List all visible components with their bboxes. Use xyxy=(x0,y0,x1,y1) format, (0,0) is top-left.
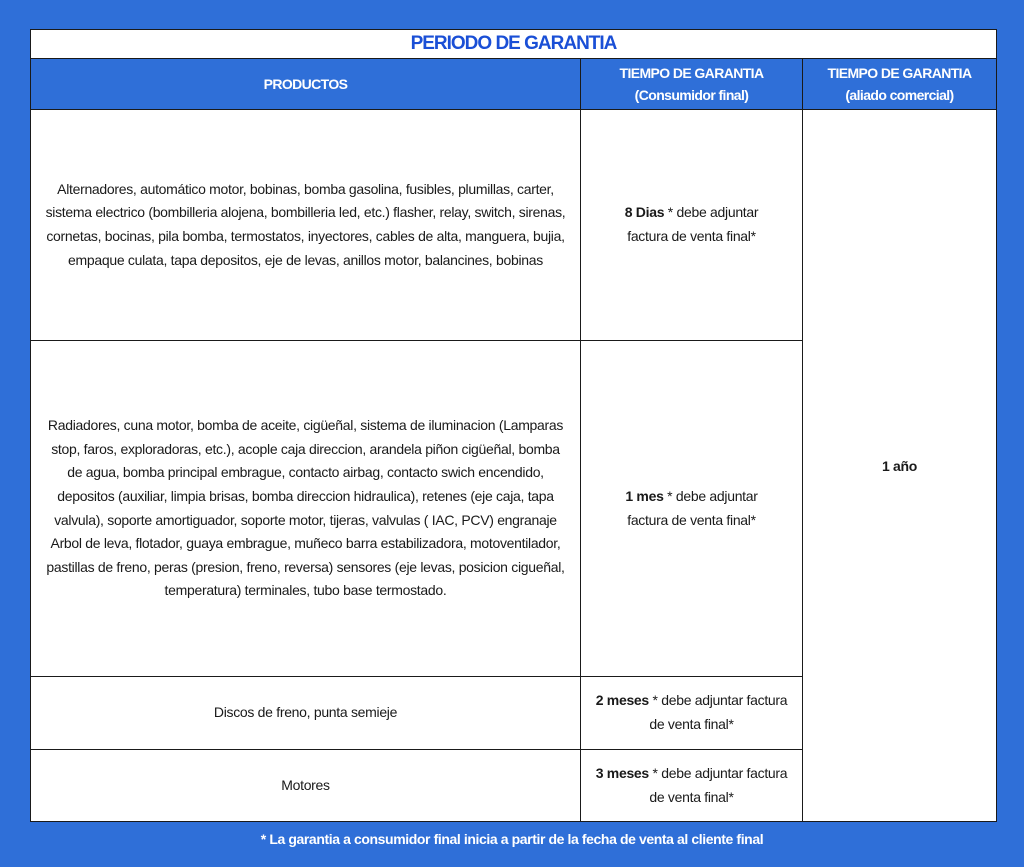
period-note: * debe adjuntar factura de venta final* xyxy=(627,487,758,528)
header-consumer-line2: (Consumidor final) xyxy=(634,87,749,103)
period-value: 1 mes xyxy=(625,487,664,504)
consumer-period-cell xyxy=(581,110,803,341)
products-cell: Discos de freno, punta semieje xyxy=(31,677,581,750)
header-ally-time xyxy=(803,59,997,110)
header-consumer-time xyxy=(581,59,803,110)
header-consumer-line1: TIEMPO DE GARANTIA xyxy=(619,65,764,81)
ally-period-cell: 1 año xyxy=(803,110,997,822)
warranty-table xyxy=(30,29,997,822)
period-value: 3 meses xyxy=(595,764,649,781)
consumer-period-cell xyxy=(581,341,803,677)
consumer-period-cell xyxy=(581,750,803,822)
period-value: 8 Dias xyxy=(624,204,665,221)
period-note: * debe adjuntar factura de venta final* xyxy=(648,764,788,805)
table-row xyxy=(31,110,997,341)
header-ally-line1: TIEMPO DE GARANTIA xyxy=(827,65,972,81)
products-cell: Motores xyxy=(31,750,581,822)
consumer-period-cell xyxy=(581,677,803,750)
header-ally-line2: (aliado comercial) xyxy=(845,87,954,103)
products-cell: Radiadores, cuna motor, bomba de aceite, cigüeñal, sistema de iluminacion (Lamparas stop, faros, exploradoras, etc.), acople caja direccion, arandela piñon cigüeñal, bomba de agua, bomba principal embrague, contacto airbag, contacto swich encendido, depositos (auxiliar, limpia brisas, bomba direccion hidraulica), retenes (eje caja, tapa valvula), soporte amortiguador, soporte motor, tijeras, valvulas ( IAC, PCV) engranaje Arbol de leva, flotador, guaya embrague, muñeco barra estabilizadora, motoventilador, pastillas de freno, peras (presion, freno, reversa) sensores (eje levas, posicion cigueñal, temperatura) terminales, tubo base termostado. xyxy=(31,341,581,677)
header-products: PRODUCTOS xyxy=(31,59,581,110)
period-note: * debe adjuntar factura de venta final* xyxy=(648,692,788,732)
table-title: PERIODO DE GARANTIA xyxy=(31,30,997,59)
products-cell: Alternadores, automático motor, bobinas, bomba gasolina, fusibles, plumillas, carter, sistema electrico (bombilleria alojena, bombilleria led, etc.) flasher, relay, switch, sirenas, cornetas, bocinas, pila bomba, termostatos, inyectores, cables de alta, manguera, bujia, empaque culata, tapa depositos, eje de levas, anillos motor, balancines, bobinas xyxy=(31,110,581,341)
footnote: * La garantia a consumidor final inicia a partir de la fecha de venta al cliente final xyxy=(260,831,764,847)
period-note: * debe adjuntar factura de venta final* xyxy=(627,204,759,244)
period-value: 2 meses xyxy=(595,692,649,709)
